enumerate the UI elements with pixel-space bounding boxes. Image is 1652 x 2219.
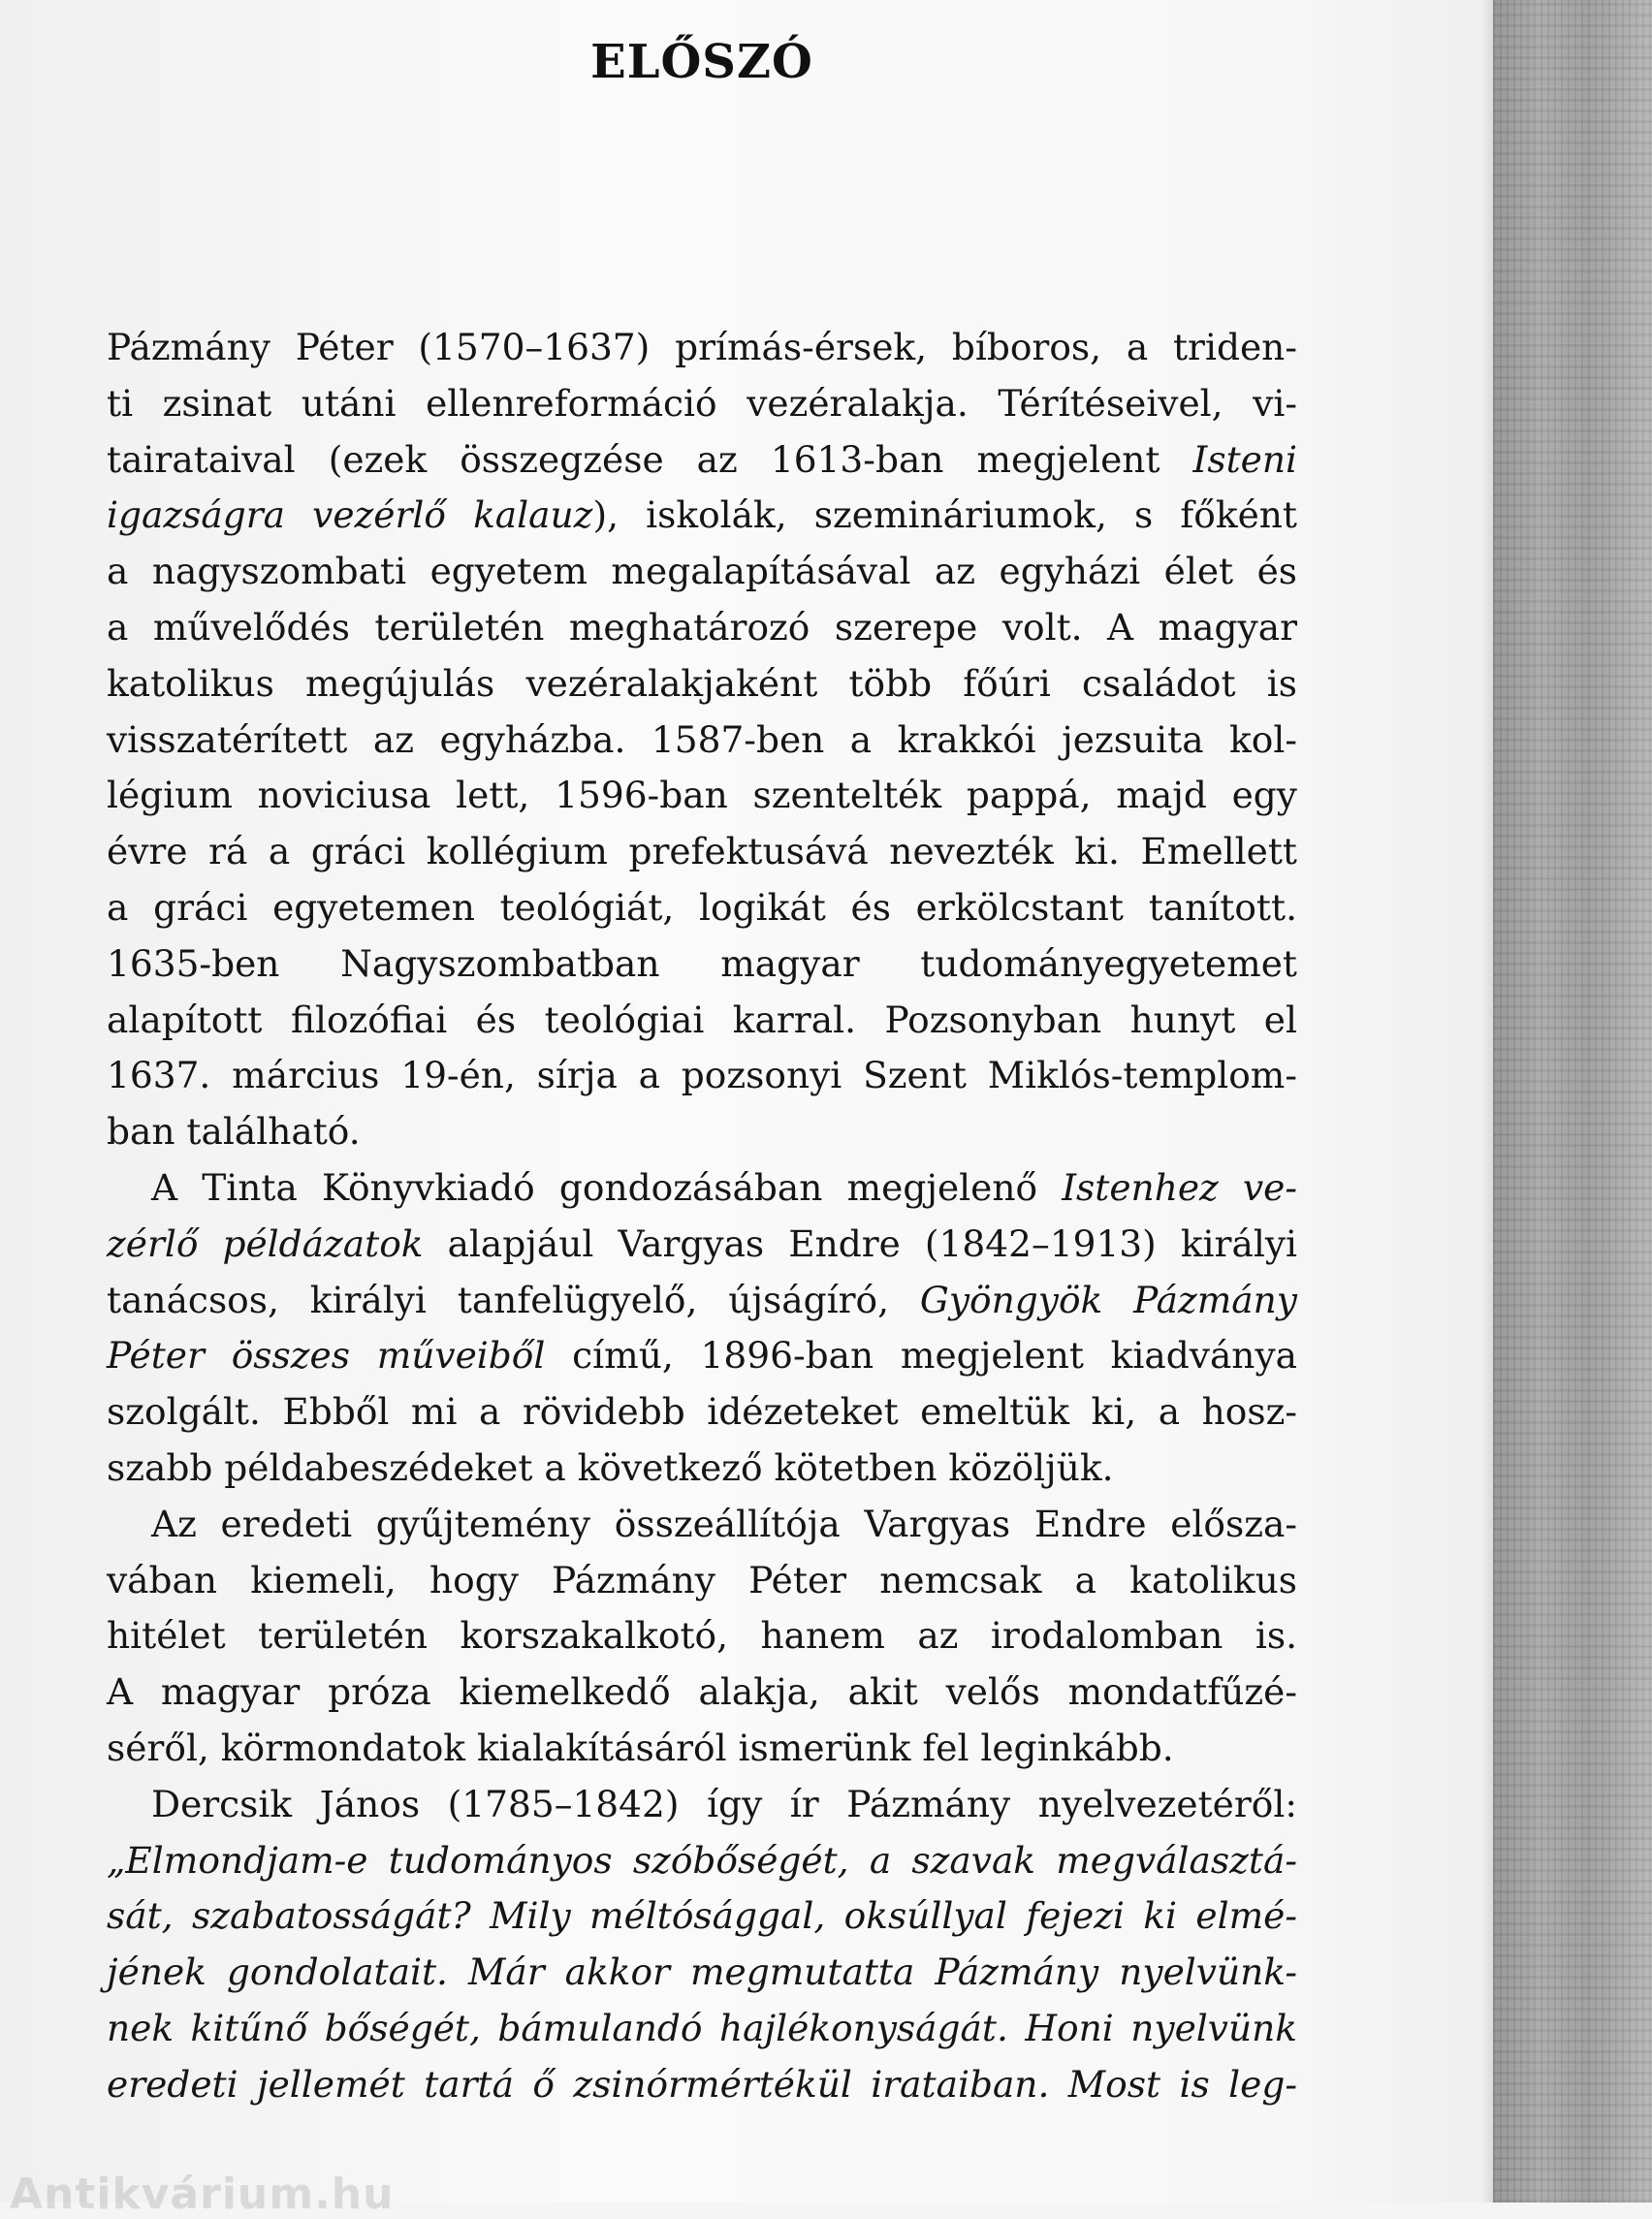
text-line	[107, 1273, 1297, 1329]
paragraph	[107, 1777, 1297, 2113]
text-line	[107, 768, 1297, 824]
text-line	[107, 1497, 1297, 1553]
text-line	[107, 1328, 1297, 1384]
text-segment: légium noviciusa lett, 1596-ban szentelték pappá, majd egy	[107, 774, 1297, 817]
text-segment: ban található.	[107, 1110, 361, 1154]
text-segment: 1635-ben Nagyszombatban magyar tudományegyetemet	[107, 941, 1297, 985]
page-edge-background	[1493, 0, 1652, 2203]
text-segment: alapjául Vargyas Endre (1842–1913) királyi	[423, 1221, 1298, 1265]
text-line	[107, 1945, 1297, 2001]
text-segment: a nagyszombati egyetem megalapításával az egyházi élet és	[107, 550, 1297, 593]
text-line	[107, 432, 1297, 489]
text-segment: tairataival (ezek összegzése az 1613-ban megjelent	[107, 437, 1193, 481]
text-line	[107, 713, 1297, 769]
text-segment: A magyar próza kiemelkedő alakja, akit velős mondatfűzé-	[107, 1670, 1297, 1714]
text-segment: A Tinta Könyvkiadó gondozásában megjelenő	[151, 1165, 1063, 1209]
page-title: ELŐSZÓ	[590, 35, 813, 89]
italic-text: Isteni	[1192, 437, 1297, 481]
paragraph	[107, 1160, 1297, 1497]
italic-text: Gyöngyök Pázmány	[919, 1278, 1297, 1321]
text-segment: visszatérített az egyházba. 1587-ben a krakkói jezsuita kol-	[107, 717, 1297, 761]
text-line	[107, 993, 1297, 1049]
text-line	[107, 1608, 1297, 1664]
text-segment: ), iskolák, szemináriumok, s főként	[592, 493, 1297, 537]
text-segment: Dercsik János (1785–1842) így ír Pázmány nyelvezetéről:	[151, 1782, 1297, 1825]
text-line	[107, 600, 1297, 656]
text-segment: szolgált. Ebből mi a rövidebb idézeteket emeltük ki, a hosz-	[107, 1390, 1297, 1434]
text-line	[107, 936, 1297, 993]
text-line	[107, 656, 1297, 713]
text-line	[107, 1553, 1297, 1609]
italic-text: zérlő példázatok	[107, 1221, 424, 1265]
paragraph	[107, 320, 1297, 1160]
text-segment: Az eredeti gyűjtemény összeállítója Vargyas Endre elősza-	[151, 1502, 1297, 1545]
text-line	[107, 488, 1297, 544]
text-line	[107, 1441, 1297, 1497]
text-line	[107, 824, 1297, 880]
text-line	[107, 1384, 1297, 1441]
italic-text: igazságra vezérlő kalauz	[107, 493, 593, 537]
text-segment: ti zsinat utáni ellenreformáció vezéralakja. Térítéseivel, vi-	[107, 381, 1297, 425]
text-line	[107, 1833, 1297, 1889]
text-line	[107, 880, 1297, 936]
text-line	[107, 1777, 1297, 1833]
text-segment: katolikus megújulás vezéralakjaként több főúri családot is	[107, 661, 1297, 705]
body-text	[107, 320, 1297, 2113]
text-segment: évre rá a gráci kollégium prefektusává nevezték ki. Emellett	[107, 830, 1297, 873]
text-segment: hitélet területén korszakalkotó, hanem az irodalomban is.	[107, 1614, 1297, 1658]
text-segment: 1637. március 19-én, sírja a pozsonyi Szent Miklós-templom-	[107, 1054, 1297, 1097]
italic-text: Péter összes műveiből	[107, 1334, 546, 1378]
text-line	[107, 320, 1297, 376]
text-line	[107, 376, 1297, 432]
text-segment: vában kiemeli, hogy Pázmány Péter nemcsak a katolikus	[107, 1558, 1297, 1601]
text-segment: a gráci egyetemen teológiát, logikát és erkölcstant tanított.	[107, 885, 1297, 929]
text-segment: tanácsos, királyi tanfelügyelő, újságíró,	[107, 1278, 920, 1321]
watermark: Antikvárium.hu	[10, 2170, 395, 2219]
italic-text: jének gondolatait. Már akkor megmutatta Pázmány nyelvünk-	[107, 1950, 1297, 1994]
text-line	[107, 2057, 1297, 2113]
text-segment: alapított filozófiai és teológiai karral. Pozsonyban hunyt el	[107, 998, 1297, 1041]
text-line	[107, 544, 1297, 600]
text-segment: szabb példabeszédeket a következő kötetben közöljük.	[107, 1445, 1114, 1489]
text-line	[107, 1048, 1297, 1104]
text-segment: a művelődés területén meghatározó szerepe volt. A magyar	[107, 605, 1297, 649]
paragraph	[107, 1497, 1297, 1777]
text-segment: című, 1896-ban megjelent kiadványa	[545, 1334, 1298, 1378]
italic-text: sát, szabatosságát? Mily méltósággal, oksúllyal fejezi ki elmé-	[107, 1894, 1297, 1938]
text-line	[107, 1104, 1297, 1160]
italic-text: nek kitűnő bőségét, bámulandó hajlékonyságát. Honi nyelvünk	[107, 2006, 1297, 2049]
text-line	[107, 2001, 1297, 2057]
text-line	[107, 1664, 1297, 1721]
italic-text: Istenhez ve-	[1062, 1165, 1297, 1209]
text-segment: Pázmány Péter (1570–1637) prímás-érsek, bíboros, a triden-	[107, 326, 1297, 368]
italic-text: „Elmondjam-e tudományos szóbőségét, a szavak megválasztá-	[107, 1838, 1297, 1882]
text-segment: séről, körmondatok kialakításáról ismerünk fel leginkább.	[107, 1726, 1174, 1769]
text-line	[107, 1888, 1297, 1945]
italic-text: eredeti jellemét tartá ő zsinórmértékül irataiban. Most is leg-	[107, 2062, 1297, 2106]
text-line	[107, 1217, 1297, 1273]
text-line	[107, 1160, 1297, 1217]
text-line	[107, 1721, 1297, 1777]
